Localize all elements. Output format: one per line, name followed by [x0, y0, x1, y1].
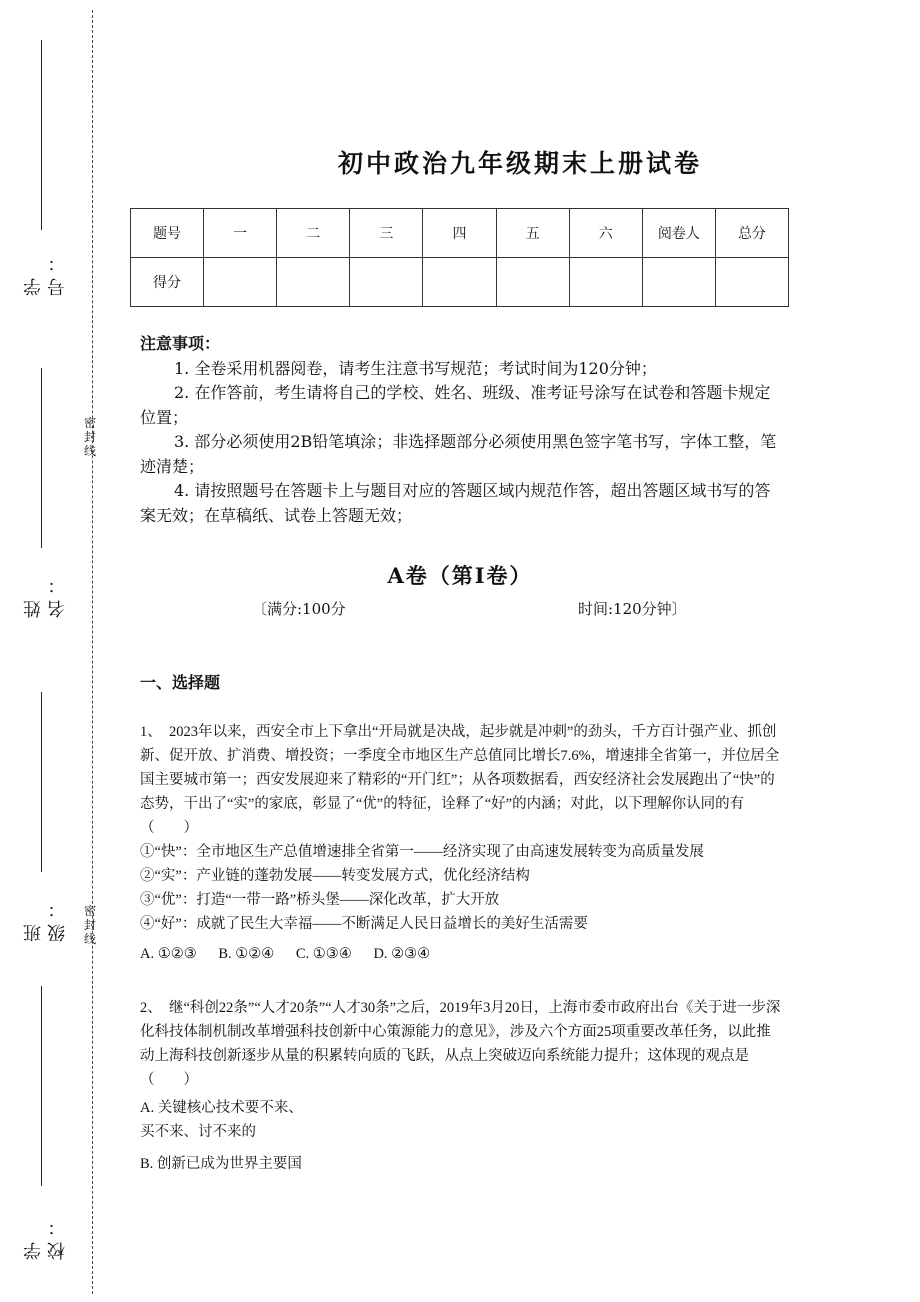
score-cell[interactable]: [277, 258, 350, 307]
score-table-score-row: [131, 258, 789, 307]
banji-label: 班级：: [23, 894, 68, 942]
notice-item: 4. 请按照题号在答题卡上与题目对应的答题区域内规范作答，超出答题区域书写的答案无效；在草稿纸、试卷上答题无效；: [140, 481, 771, 525]
score-row-label: 得分: [131, 258, 204, 307]
question-1-item: ①“快”：全市地区生产总值增速排全省第一——经济实现了由高速发展转变为高质量发展: [140, 844, 704, 860]
xuehao-line: [41, 40, 42, 230]
question-1-item: ④“好”：成就了民生大幸福——不断满足人民日益增长的美好生活需要: [140, 916, 588, 932]
header-cell: 题号: [131, 209, 204, 258]
notice-heading: 注意事项：: [140, 334, 221, 353]
xuexiao-label: 学校：: [23, 1212, 68, 1260]
header-cell: 四: [423, 209, 496, 258]
header-cell: 总分: [715, 209, 788, 258]
xuehao-label: 学号：: [23, 248, 68, 296]
xingming-line: [41, 368, 42, 548]
option-a[interactable]: A. ①②③: [140, 946, 197, 962]
score-cell[interactable]: [423, 258, 496, 307]
question-2-option-a[interactable]: A. 关键核心技术要不来、: [140, 1100, 303, 1116]
section1-title: 一、选择题: [140, 673, 221, 692]
score-cell[interactable]: [496, 258, 569, 307]
score-cell[interactable]: [642, 258, 715, 307]
question-2-option-b[interactable]: B. 创新已成为世界主要国: [140, 1156, 302, 1172]
score-table-header-row: [131, 209, 789, 258]
xingming-label: 姓名：: [23, 570, 68, 618]
score-cell[interactable]: [350, 258, 423, 307]
score-cell[interactable]: [715, 258, 788, 307]
notice-block: [140, 332, 785, 528]
header-cell: 二: [277, 209, 350, 258]
full-score-label: 〔满分:100分: [252, 600, 346, 618]
time-label: 时间:120分钟〕: [578, 600, 687, 618]
question-1: [140, 720, 785, 966]
xuexiao-line: [41, 986, 42, 1186]
notice-item: 1. 全卷采用机器阅卷，请考生注意书写规范；考试时间为120分钟；: [174, 358, 657, 378]
banji-line: [41, 692, 42, 872]
score-cell[interactable]: [569, 258, 642, 307]
question-2-option-a-cont: 买不来、讨不来的: [140, 1124, 256, 1140]
header-cell: 阅卷人: [642, 209, 715, 258]
header-cell: 三: [350, 209, 423, 258]
seal-text-top: 密封线: [84, 416, 97, 458]
option-d[interactable]: D. ②③④: [373, 946, 431, 962]
notice-item: 2. 在作答前，考生请将自己的学校、姓名、班级、准考证号涂写在试卷和答题卡规定位置；: [140, 383, 771, 427]
question-1-options: [140, 942, 785, 966]
header-cell: 一: [204, 209, 277, 258]
notice-item: 3. 部分必须使用2B铅笔填涂；非选择题部分必须使用黑色签字笔书写，字体工整，笔迹清楚；: [140, 432, 777, 476]
header-cell: 六: [569, 209, 642, 258]
section-a-title: A卷（第I卷）: [387, 563, 533, 588]
question-1-stem: 1、 2023年以来，西安全市上下拿出“开局就是决战，起步就是冲刺”的劲头，千方百计强产业、抓创新、促开放、扩消费、增投资；一季度全市地区生产总值同比增长7.6%，增速排全省第一，并位居全国主要城市第一；西安发展迎来了精彩的“开门红”；从各项数据看，西安经济社会发展跑出了“快”的态势，干出了“实”的家底，彰显了“优”的特征，诠释了“好”的内涵；对此，以下理解你认同的有（ ）: [140, 724, 780, 836]
option-b[interactable]: B. ①②④: [218, 946, 275, 962]
score-cell[interactable]: [204, 258, 277, 307]
header-cell: 五: [496, 209, 569, 258]
question-1-item: ②“实”：产业链的蓬勃发展——转变发展方式，优化经济结构: [140, 868, 530, 884]
exam-title: 初中政治九年级期末上册试卷: [337, 149, 702, 178]
seal-dashed-line: [92, 10, 93, 1294]
option-c[interactable]: C. ①③④: [295, 946, 352, 962]
seal-text-bottom: 密封线: [84, 904, 97, 946]
score-table: [130, 208, 789, 307]
question-2-stem: 2、 继“科创22条”“人才20条”“人才30条”之后，2019年3月20日，上海市委市政府出台《关于进一步深化科技体制机制改革增强科技创新中心策源能力的意见》，涉及六个方面25项重要改革任务，以此推动上海科技创新逐步从量的积累转向质的飞跃，从点上突破迈向系统能力提升；这体现的观点是（ ）: [140, 1000, 781, 1088]
question-2: [140, 996, 785, 1176]
question-1-item: ③“优”：打造“一带一路”桥头堡——深化改革，扩大开放: [140, 892, 500, 908]
